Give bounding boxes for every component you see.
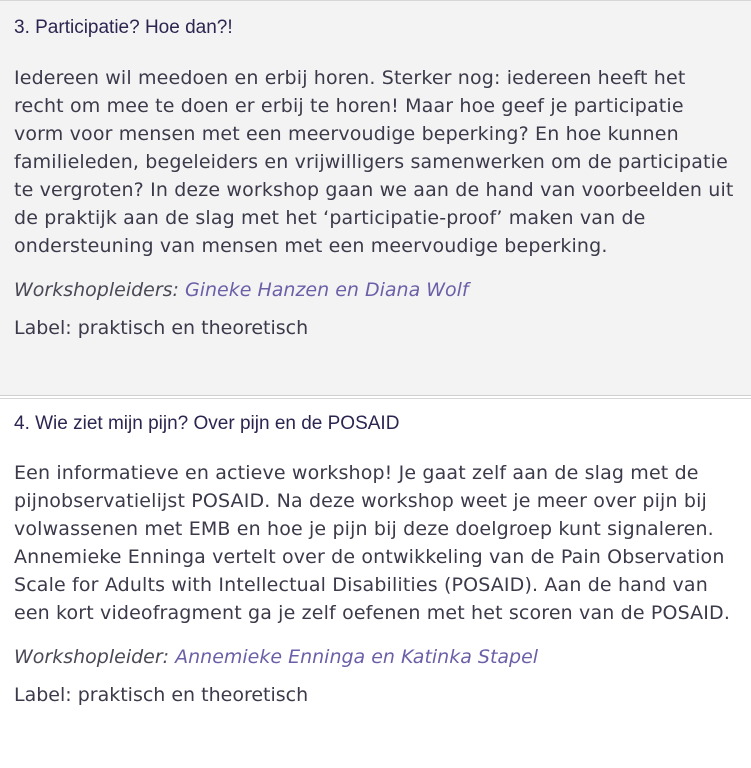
workshop-title: 3. Participatie? Hoe dan?! <box>14 17 233 38</box>
workshop-description: Een informatieve en actieve workshop! Je gaat zelf aan de slag met de pijnobservatielijst POSAID. Na deze workshop weet je meer over pijn bij volwassenen met EMB en hoe je pijn bij deze doelgroep kunt signaleren. Annemieke Enninga vertelt over de ontwikkeling van de Pain Observation Scale for Adults with Intellectual Disabilities (POSAID). Aan de hand van een kort videofragment ga je zelf oefenen met het scoren van de POSAID. <box>14 462 731 624</box>
workshop-leaders-names: Annemieke Enninga en Katinka Stapel <box>175 646 539 668</box>
workshop-leaders <box>14 276 737 304</box>
workshop-leaders-names: Gineke Hanzen en Diana Wolf <box>185 279 469 301</box>
workshop-label: Label: praktisch en theoretisch <box>14 684 309 706</box>
workshop-leaders-role: Workshopleider: <box>14 646 170 668</box>
workshop-description: Iedereen wil meedoen en erbij horen. Sterker nog: iedereen heeft het recht om mee te doen er erbij te horen! Maar hoe geef je participatie vorm voor mensen met een meervoudige beperking? En hoe kunnen familieleden, begeleiders en vrijwilligers samenwerken om de participatie te vergroten? In deze workshop gaan we aan de hand van voorbeelden uit de praktijk aan de slag met het ‘participatie-proof’ maken van de ondersteuning van mensen met een meervoudige beperking. <box>14 67 734 257</box>
workshop-leaders <box>14 643 737 671</box>
workshop-leaders-role: Workshopleiders: <box>14 279 179 301</box>
workshop-title: 4. Wie ziet mijn pijn? Over pijn en de POSAID <box>14 413 400 434</box>
workshop-section-4 <box>0 398 751 768</box>
workshop-label: Label: praktisch en theoretisch <box>14 317 309 339</box>
